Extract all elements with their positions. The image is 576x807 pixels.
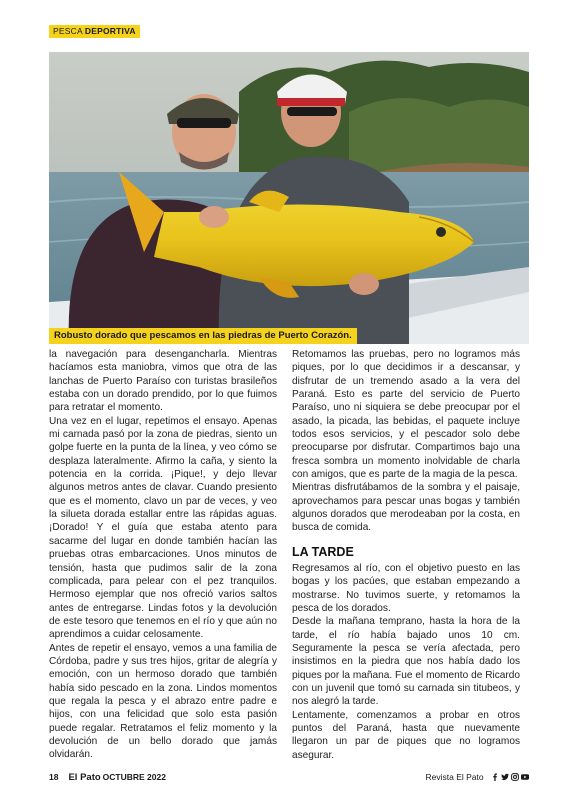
photo-caption: Robusto dorado que pescamos en las piedras de Puerto Corazón. xyxy=(49,328,357,344)
twitter-icon[interactable] xyxy=(501,772,509,780)
article-photo xyxy=(49,52,529,344)
section-tag-light: PESCA xyxy=(53,26,83,36)
paragraph: Lentamente, comenzamos a probar en otros puntos del Paraná, hasta que nuevamente llegaron un par de piques que no logramos asegurar. xyxy=(292,709,520,761)
social-icons xyxy=(491,772,529,780)
paragraph: Mientras disfrutábamos de la sombra y el paisaje, aprovechamos para pescar unas bogas y también algunos dorados que merodeaban por la costa, en busca de comida. xyxy=(292,482,520,534)
article-column-right xyxy=(292,348,520,762)
footer-issue: OCTUBRE 2022 xyxy=(102,772,166,782)
paragraph: Una vez en el lugar, repetimos el ensayo. Apenas mi carnada pasó por la zona de piedras, siento un golpe fuerte en la punta de la línea, y veo cómo se desplaza lateralmente. Afirmo la caña, y siento la potencia en la corrida. ¡Pique!, y dejo llevar algunos metros antes de clavar. Cuando presiento que es el momento, clavo un par de veces, y veo la silueta dorada estallar entre las rápidas aguas. ¡Dorado! Y el guía que estaba atento para sacarme del lugar en donde también hacían las pruebas otras embarcaciones. Unos minutos de tensión, hasta que pudimos salir de la zona complicada, para pelear con el pez tranquilos. Hermoso ejemplar que nos ofreció varios saltos antes de entregarse. Lindas fotos y la devolución de este tesoro que tenemos en el río y que aún no aprendimos a cuidar celosamente. xyxy=(49,415,277,641)
section-tag xyxy=(49,25,140,38)
paragraph: Regresamos al río, con el objetivo puesto en las bogas y los pacúes, que estaban empezando a mostrarse. No tuvimos suerte, y retomamos la pesca de los dorados. xyxy=(292,562,520,614)
article-column-left xyxy=(49,348,277,762)
publication-name: Revista El Pato xyxy=(425,772,484,782)
youtube-icon[interactable] xyxy=(521,772,529,780)
footer-brand: El Pato xyxy=(68,772,101,783)
footer-right xyxy=(426,771,530,783)
paragraph: la navegación para desengancharla. Mientras hacíamos esta maniobra, vimos que otra de las lanchas de Puerto Paraíso con turistas brasileños estaba con un dorado prendido, por lo que fuimos para retratar el momento. xyxy=(49,349,277,414)
paragraph: Retomamos las pruebas, pero no logramos más piques, por lo que decidimos ir a descansar, y disfrutar de un tremendo asado a la vera del Paraná. Esto es parte del servicio de Puerto Paraíso, uno ni siquiera se debe preocupar por el asado, la picada, las bebidas, el paquete incluye todos esos servicios, y el pescador solo debe preocuparse por disfrutar. Compartimos bajo una fresca sombra un momento inolvidable de charla con amigos, que es parte de la magia de la pesca. xyxy=(292,349,520,481)
footer-left xyxy=(49,771,166,784)
instagram-icon[interactable] xyxy=(511,772,519,780)
paragraph: Desde la mañana temprano, hasta la hora de la tarde, el río había bajado unos 10 cm. Seguramente la pesca se vería afectada, pero insistimos en la piedra que nos había dado los piques por la mañana. Fue el momento de Ricardo con un juvenil que tomó su carnada sin titubeos, y nos alegró la tarde. xyxy=(292,616,520,708)
facebook-icon[interactable] xyxy=(491,772,499,780)
photo-illustration xyxy=(49,52,529,344)
section-tag-bold: DEPORTIVA xyxy=(84,26,136,36)
paragraph: Antes de repetir el ensayo, vemos a una familia de Córdoba, padre y sus tres hijos, gritar de alegría y emoción, con un hermoso dorado que también había sido pescado en la zona. Lindos momentos que regala la pesca y el abrazo entre padre e hijos, con una felicidad que solo esta pasión puede regalar. Retratamos el feliz momento y la devolución de un bello dorado que jamás olvidarán. xyxy=(49,642,277,761)
page-number: 18 xyxy=(49,772,59,782)
section-heading: LA TARDE xyxy=(292,544,354,559)
page-footer xyxy=(49,771,529,783)
